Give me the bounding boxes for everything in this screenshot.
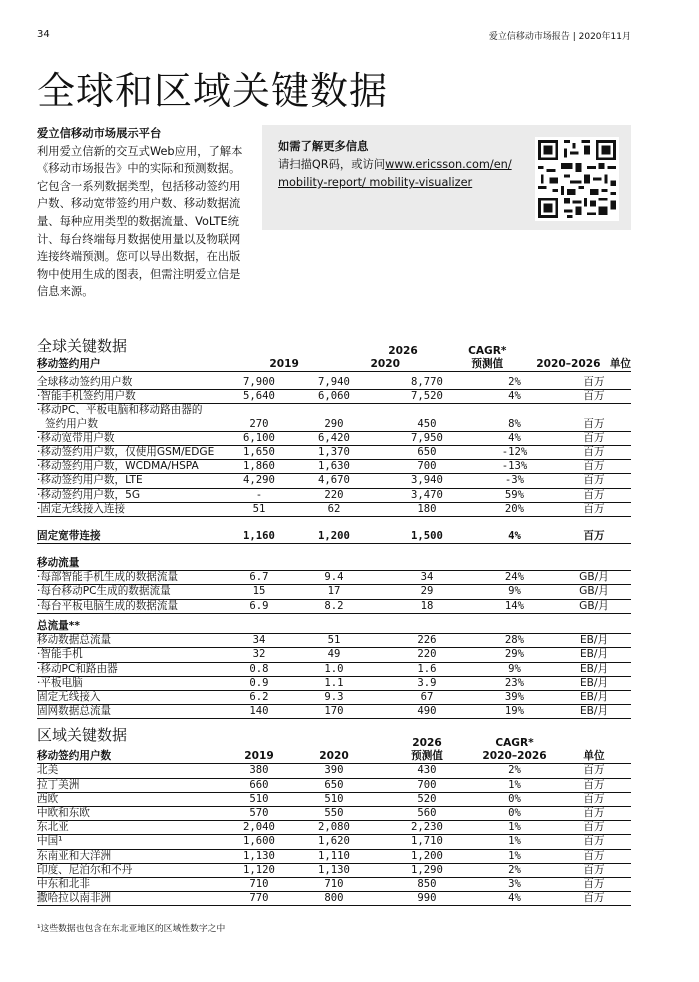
table-row: ·移动签约用户数，仅使用GSM/EDGE 1,650 1,370 650 -12% 百万 — [37, 446, 631, 460]
table-row: ·智能手机签约用户数 5,640 6,060 7,520 4% 百万 — [37, 390, 631, 404]
table-row: ·移动宽带用户数 6,100 6,420 7,950 4% 百万 — [37, 431, 631, 445]
regional-key-data-table — [37, 737, 631, 906]
table-row: ·固定无线接入连接 51 62 180 20% 百万 — [37, 502, 631, 516]
total-traffic-table — [37, 620, 631, 719]
table-row: 中欧和东欧 570 550 560 0% 百万 — [37, 807, 631, 821]
global-section-title: 全球关键数据 — [37, 337, 128, 355]
intro-heading: 爱立信移动市场展示平台 — [37, 127, 162, 140]
page-title: 全球和区域关键数据 — [37, 69, 389, 113]
table-row: 印度、尼泊尔和不丹 1,120 1,130 1,290 2% 百万 — [37, 863, 631, 877]
visualizer-link-part1[interactable]: www.ericsson.com/en/ — [385, 158, 512, 171]
table-row: 中国¹ 1,600 1,620 1,710 1% 百万 — [37, 835, 631, 849]
info-box — [262, 125, 631, 230]
visualizer-link-part2[interactable]: mobility-report/ mobility-visualizer — [278, 176, 473, 189]
table-row: ·移动PC和路由器 0.8 1.0 1.6 9% EB/月 — [37, 662, 631, 676]
table-row: 拉丁美洲 660 650 700 1% 百万 — [37, 778, 631, 792]
table-row: 东北亚 2,040 2,080 2,230 1% 百万 — [37, 821, 631, 835]
table-row: 东南亚和大洋洲 1,130 1,110 1,200 1% 百万 — [37, 849, 631, 863]
info-heading: 如需了解更多信息 — [278, 140, 369, 153]
regional-header-top: 2026 CAGR* — [412, 737, 534, 749]
mobile-traffic-heading: 移动流量 — [37, 557, 631, 571]
table-row: ·平板电脑 0.9 1.1 3.9 23% EB/月 — [37, 676, 631, 690]
table-row: 北美 380 390 430 2% 百万 — [37, 764, 631, 778]
table-row: ·每台平板电脑生成的数据流量 6.9 8.2 18 14% GB/月 — [37, 599, 631, 613]
regional-section-title: 区域关键数据 — [37, 726, 128, 744]
global-key-data-table — [37, 345, 631, 372]
table-row: ·每台移动PC生成的数据流量 15 17 29 9% GB/月 — [37, 585, 631, 599]
total-traffic-heading: 总流量** — [37, 620, 631, 634]
table-row: 西欧 510 510 520 0% 百万 — [37, 792, 631, 806]
table-row: 全球移动签约用户数 7,900 7,940 8,770 2% 百万 — [37, 376, 631, 390]
info-line-prefix: 请扫描QR码，或访问 — [278, 158, 386, 171]
table-row: 撒哈拉以南非洲 770 800 990 4% 百万 — [37, 892, 631, 906]
running-header: 爱立信移动市场报告 | 2020年11月 — [488, 32, 631, 42]
table-row: 固定宽带连接 1,160 1,200 1,500 4% 百万 — [37, 530, 631, 544]
page-number: 34 — [37, 29, 50, 40]
global-subscriptions-body — [37, 376, 631, 517]
total-traffic-body — [37, 634, 631, 719]
table-header: 移动签约用户 2019 2020 预测值 2020–2026 单位 — [37, 358, 631, 371]
table-row: 签约用户数 270 290 450 8% 百万 — [37, 418, 631, 432]
table-row-label-line: ·移动PC、平板电脑和移动路由器的 — [37, 404, 203, 417]
table-row: 中东和北非 710 710 850 3% 百万 — [37, 878, 631, 892]
table-row: ·移动签约用户数，5G - 220 3,470 59% 百万 — [37, 488, 631, 502]
global-subscriptions-table — [37, 376, 631, 517]
intro-block — [37, 125, 247, 301]
table-row: ·每部智能手机生成的数据流量 6.7 9.4 34 24% GB/月 — [37, 571, 631, 585]
table-header-top: 2026 CAGR* — [388, 345, 507, 357]
fixed-broadband-table — [37, 530, 631, 544]
mobile-traffic-table — [37, 557, 631, 614]
info-text — [278, 138, 543, 192]
qr-code-icon[interactable] — [535, 137, 619, 221]
intro-body: 利用爱立信新的交互式Web应用，了解本《移动市场报告》中的实际和预测数据。它包含一系列数据类型，包括移动签约用户数、移动宽带签约用户数、移动数据流量、每种应用类型的数据流量、VoLTE统计、每台终端每月数据使用量以及物联网连接终端预测。您可以导出数据，在出版物中使用生成的图表，但需注明爱立信是信息来源。 — [37, 144, 243, 299]
regional-header: 移动签约用户数 2019 2020 预测值 2020–2026 单位 — [37, 750, 631, 764]
table-row: 移动数据总流量 34 51 226 28% EB/月 — [37, 634, 631, 648]
mobile-traffic-body — [37, 571, 631, 614]
table-row: 固网数据总流量 140 170 490 19% EB/月 — [37, 705, 631, 719]
table-row: ·智能手机 32 49 220 29% EB/月 — [37, 648, 631, 662]
table-row: 固定无线接入 6.2 9.3 67 39% EB/月 — [37, 691, 631, 705]
table-row: ·移动签约用户数，LTE 4,290 4,670 3,940 -3% 百万 — [37, 474, 631, 488]
regional-body — [37, 764, 631, 906]
table-row: ·移动签约用户数，WCDMA/HSPA 1,860 1,630 700 -13% 百万 — [37, 460, 631, 474]
footnote: ¹这些数据也包含在东北亚地区的区域性数字之中 — [37, 924, 226, 934]
